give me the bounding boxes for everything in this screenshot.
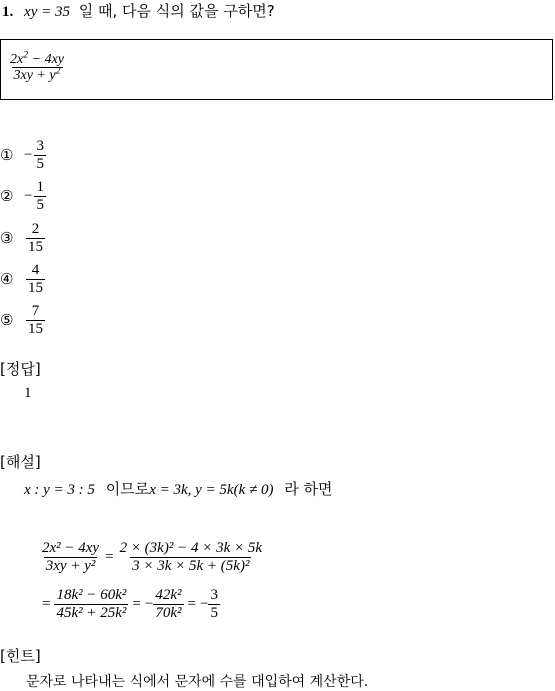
hint-text: 문자로 나타내는 식에서 문자에 수를 대입하여 계산한다.: [26, 674, 369, 690]
solution-substitution: x = 3k, y = 5k(k ≠ 0): [149, 482, 274, 498]
expression-numerator: $2x^2 - 4xy$: [10, 49, 64, 67]
choice-number: ②: [0, 187, 14, 205]
choice-item[interactable]: [0, 262, 45, 296]
choice-sign: −: [24, 146, 33, 163]
expression-fraction: [8, 49, 66, 84]
choice-item[interactable]: [0, 221, 45, 255]
choice-number: ③: [0, 229, 14, 247]
solution-label: [해설]: [0, 453, 41, 471]
step2-fraction-a: $\frac{\text{18k² − 60k²}}{\text{45k² + 25k²}}$: [56, 587, 127, 621]
choice-item[interactable]: [0, 138, 46, 172]
step1-lhs-fraction: $\frac{\text{2x² − 4xy}}{\text{3xy + y²}}$: [42, 540, 100, 574]
choice-item[interactable]: [0, 303, 45, 337]
choice-number: ⑤: [0, 311, 14, 329]
choice-item[interactable]: [0, 179, 46, 213]
choice-fraction: $\frac{1}{5}$: [36, 179, 44, 213]
hint-label: [힌트]: [0, 647, 41, 665]
step2-fraction-c: $\frac{3}{5}$: [210, 587, 218, 621]
solution-ratio: x : y = 3 : 5: [24, 482, 95, 498]
question-number: 1.: [2, 4, 14, 20]
step1-rhs-fraction: $\frac{\text{2 × (3k)² − 4 × 3k × 5k}}{\text{3 × 3k × 5k + (5k)²}}$: [119, 540, 263, 574]
question-header: [2, 0, 275, 21]
expression-box: [0, 39, 553, 100]
step2-fraction-b: $\frac{\text{42k²}}{\text{70k²}}$: [155, 587, 182, 621]
solution-step-2: = $\frac{\text{18k² − 60k²}}{\text{45k² + 25k²}}$ = − $\frac{\text{42k²}}{\text{70k²}}$ = − $\frac{3}{5}$: [42, 587, 218, 621]
question-condition: xy = 35: [24, 4, 70, 20]
solution-text-2: 라 하면: [284, 480, 333, 498]
choice-number: ④: [0, 270, 14, 288]
choice-fraction: $\frac{4}{15}$: [28, 262, 43, 296]
expression-denominator: $3xy + y^2$: [13, 66, 61, 84]
answer-value: 1: [24, 385, 32, 401]
choice-fraction: $\frac{7}{15}$: [28, 303, 43, 337]
solution-text-1: 이므로: [105, 480, 150, 498]
choice-fraction: $\frac{3}{5}$: [36, 138, 44, 172]
choice-sign: −: [24, 187, 33, 204]
choice-number: ①: [0, 146, 14, 164]
question-text: 일 때, 다음 식의 값을 구하면?: [78, 2, 275, 20]
answer-label: [정답]: [0, 360, 41, 378]
solution-step-1: $\frac{\text{2x² − 4xy}}{\text{3xy + y²}}$ = $\frac{\text{2 × (3k)² − 4 × 3k × 5k}}{\text{3 × 3k × 5k + (5k)²}}$: [42, 540, 263, 574]
solution-line1: [24, 478, 333, 499]
choice-fraction: $\frac{2}{15}$: [28, 221, 43, 255]
